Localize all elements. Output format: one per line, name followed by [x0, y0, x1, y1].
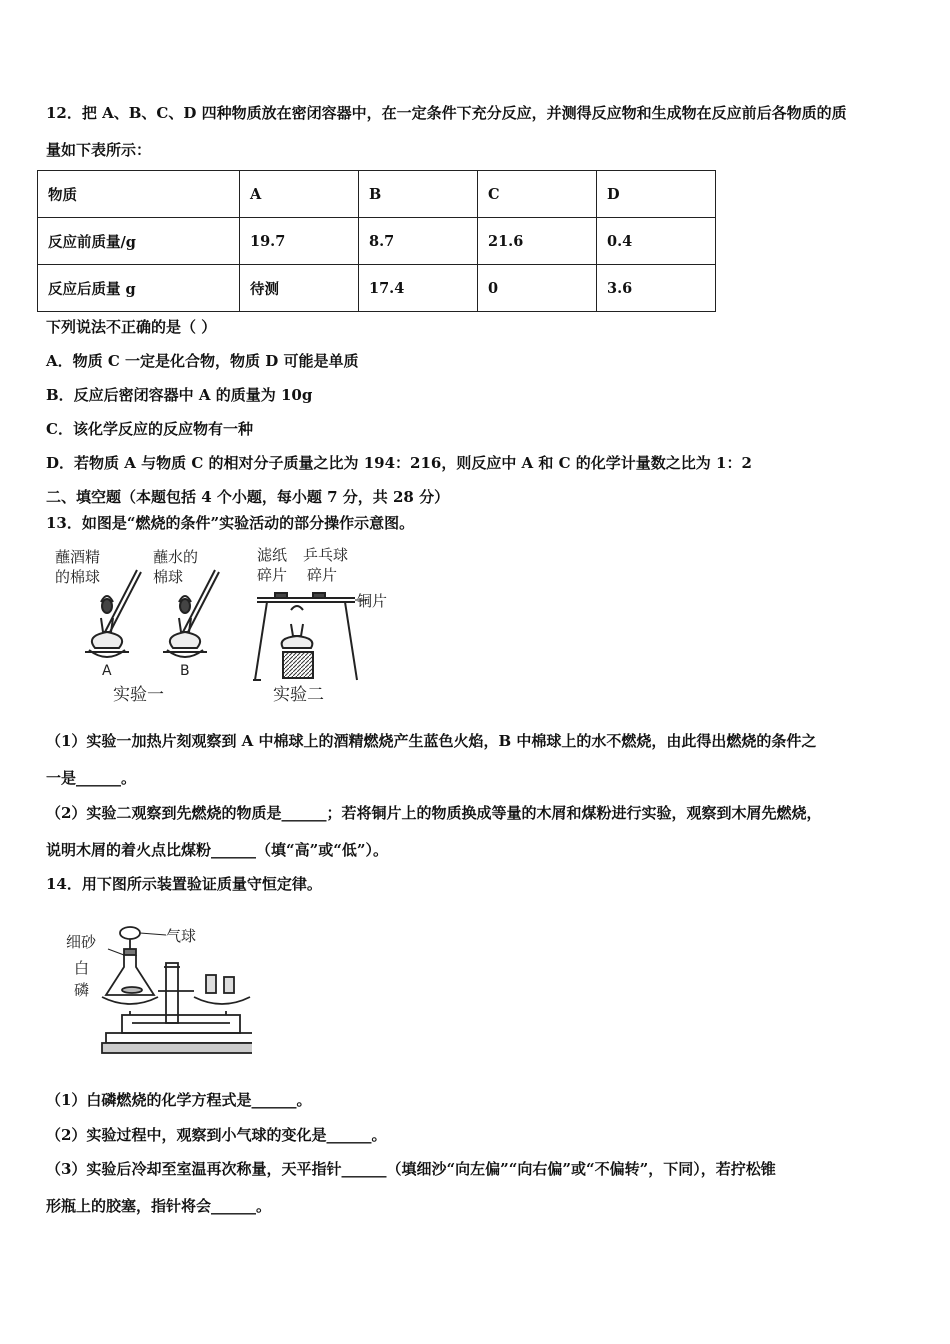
q14-part3-line2: 形瓶上的胶塞，指针将会______。	[46, 1197, 272, 1215]
q14-part2: （2）实验过程中，观察到小气球的变化是______。	[46, 1126, 387, 1144]
balance-apparatus-figure	[62, 915, 252, 1065]
q12-option-a: A．物质 C 一定是化合物，物质 D 可能是单质	[46, 352, 359, 370]
table-row	[38, 218, 716, 265]
label-water-line1: 蘸水的	[153, 548, 199, 566]
table-cell: 0	[478, 265, 597, 312]
label-b: B	[180, 663, 190, 679]
table-cell: 0.4	[597, 218, 716, 265]
q14-part1: （1）白磷燃烧的化学方程式是______。	[46, 1091, 312, 1109]
table-cell: C	[478, 171, 597, 218]
table-cell: A	[240, 171, 359, 218]
q12-stem-line1: 12．把 A、B、C、D 四种物质放在密闭容器中，在一定条件下充分反应，并测得反应物和生成物在反应前后各物质的质	[46, 104, 847, 122]
label-white-phosphorus-1: 白	[74, 959, 90, 977]
table-cell: 反应前质量/g	[38, 218, 240, 265]
q13-part1-line2: 一是______。	[46, 769, 137, 787]
section-title: 二、填空题（本题包括 4 个小题，每小题 7 分，共 28 分）	[46, 488, 450, 506]
q13-part2-line2: 说明木屑的着火点比煤粉______（填“高”或“低”）。	[46, 841, 389, 859]
q14-part3-line1: （3）实验后冷却至室温再次称量，天平指针______（填细沙“向左偏”“向右偏”或“不偏转”，下同），若拧松锥	[46, 1160, 776, 1178]
table-cell: 8.7	[359, 218, 478, 265]
label-pingpong-line1: 乒乓球	[303, 546, 349, 564]
mass-table	[37, 170, 716, 312]
table-cell: 17.4	[359, 265, 478, 312]
q13-stem: 13．如图是“燃烧的条件”实验活动的部分操作示意图。	[46, 514, 415, 532]
table-row	[38, 265, 716, 312]
table-header-row	[38, 171, 716, 218]
caption-experiment-1: 实验一	[113, 685, 164, 705]
q12-option-d: D．若物质 A 与物质 C 的相对分子质量之比为 194：216，则反应中 A 和 C 的化学计量数之比为 1：2	[46, 454, 752, 472]
balance-drawing	[102, 927, 252, 1053]
q14-stem: 14．用下图所示装置验证质量守恒定律。	[46, 875, 322, 893]
q13-part2-line1: （2）实验二观察到先燃烧的物质是______；若将铜片上的物质换成等量的木屑和煤粉进行实验，观察到木屑先燃烧，	[46, 804, 822, 822]
label-filter-paper-line2: 碎片	[257, 566, 288, 584]
caption-experiment-2: 实验二	[273, 685, 324, 705]
table-cell: 物质	[38, 171, 240, 218]
label-filter-paper-line1: 滤纸	[257, 546, 288, 564]
tripod-setup	[253, 593, 367, 680]
label-white-phosphorus-2: 磷	[74, 981, 90, 999]
table-cell: D	[597, 171, 716, 218]
table-cell: B	[359, 171, 478, 218]
label-balloon: 气球	[166, 927, 197, 945]
label-copper-sheet: 铜片	[357, 592, 388, 610]
label-pingpong-line2: 碎片	[307, 566, 338, 584]
table-cell: 3.6	[597, 265, 716, 312]
label-alcohol-line2: 的棉球	[55, 568, 101, 586]
q13-part1-line1: （1）实验一加热片刻观察到 A 中棉球上的酒精燃烧产生蓝色火焰，B 中棉球上的水不燃烧，由此得出燃烧的条件之	[46, 732, 817, 750]
q12-prompt: 下列说法不正确的是（ ）	[46, 318, 217, 336]
q12-stem-line2: 量如下表所示：	[46, 141, 152, 159]
label-a: A	[102, 663, 112, 679]
table-cell: 反应后质量 g	[38, 265, 240, 312]
table-cell: 21.6	[478, 218, 597, 265]
q12-option-b: B．反应后密闭容器中 A 的质量为 10g	[46, 386, 313, 404]
q12-option-c: C．该化学反应的反应物有一种	[46, 420, 253, 438]
label-water-line2: 棉球	[153, 568, 184, 586]
label-alcohol-line1: 蘸酒精	[55, 548, 101, 566]
table-cell: 19.7	[240, 218, 359, 265]
table-cell: 待测	[240, 265, 359, 312]
label-fine-sand: 细砂	[66, 933, 97, 951]
combustion-experiment-figure	[45, 540, 405, 710]
